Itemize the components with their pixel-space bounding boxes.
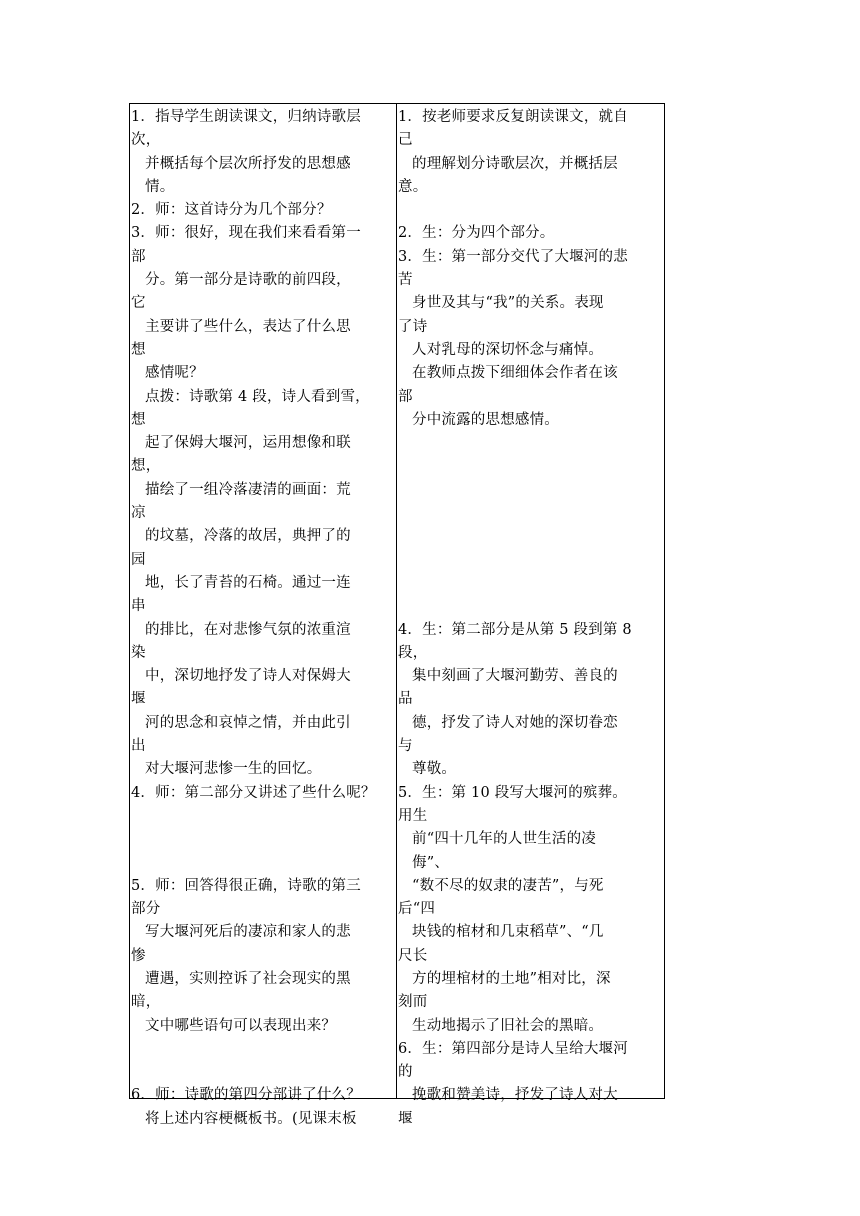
teacher-text-line [131,852,396,875]
teacher-text-line: 感情呢？ [145,365,204,382]
student-text-line: 的理解划分诗歌层次，并概括层 [412,155,618,172]
student-text-line: 段， [398,644,428,661]
student-text-line: 后“四 [398,901,436,918]
teacher-text-line: 6．师：诗歌的第四分部讲了什么？ [131,1087,361,1104]
student-text-line: 了诗 [398,318,428,335]
teacher-text-line: 想 [131,411,146,428]
student-text-line [398,502,664,525]
teacher-text-line: 染 [131,644,146,661]
student-text-line: 分中流露的思想感情。 [412,411,559,428]
teacher-text-line: 2．师：这首诗分为几个部分？ [131,202,332,219]
student-text-line [398,199,664,222]
student-text-line: 在教师点拨下细细体会作者在该 [412,365,618,382]
student-text-line [398,479,664,502]
student-text-line: 4．生：第二部分是从第 5 段到第 8 [398,621,632,638]
teacher-text-line: 凉 [131,505,146,522]
student-text-line: 身世及其与“我”的关系。表现 [412,295,604,312]
teacher-text-line: 惨 [131,947,146,964]
student-text-line: 部 [398,388,413,405]
teacher-text-line: 次， [131,132,161,149]
lesson-table [129,103,665,1127]
teacher-text-line: 它 [131,295,146,312]
student-text-line: 生动地揭示了旧社会的黑暗。 [412,1017,604,1034]
student-text-line: 5．生：第 10 段写大堰河的殡葬。 [398,784,627,801]
teacher-text-line: 的坟墓，冷落的故居，典押了的 [145,528,351,545]
teacher-text-line: 情。 [145,178,175,195]
student-lines [397,104,664,1131]
student-text-line: “数不尽的奴隶的凄苦”，与死 [412,877,604,894]
student-text-line: 德，抒发了诗人对她的深切眷恋 [412,714,618,731]
student-text-line: 苦 [398,272,413,289]
student-text-line: 3．生：第一部分交代了大堰河的悲 [398,248,628,265]
teacher-text-line: 想 [131,341,146,358]
student-text-line: 堰 [398,1110,413,1127]
teacher-text-line: 点拨：诗歌第 4 段，诗人看到雪， [145,388,370,405]
student-text-line [398,432,664,455]
teacher-activity-column [130,104,397,1127]
student-text-line: 前“四十几年的人世生活的凌 [412,831,597,848]
teacher-text-line: 暗， [131,994,161,1011]
teacher-text-line: 出 [131,738,146,755]
teacher-text-line [131,828,396,851]
student-activity-column [397,104,664,1127]
teacher-text-line: 并概括每个层次所抒发的思想感 [145,155,351,172]
teacher-text-line: 写大堰河死后的凄凉和家人的悲 [145,924,351,941]
teacher-text-line: 起了保姆大堰河，运用想像和联 [145,435,351,452]
teacher-text-line: 4．师：第二部分又讲述了些什么呢？ [131,784,376,801]
student-text-line: 侮”、 [412,854,450,871]
teacher-text-line: 5．师：回答得很正确，诗歌的第三 [131,877,361,894]
teacher-text-line: 部 [131,248,146,265]
student-text-line: 尊敬。 [412,761,457,778]
teacher-text-line: 文中哪些语句可以表现出来？ [145,1017,337,1034]
teacher-text-line: 中，深切地抒发了诗人对保姆大 [145,668,351,685]
teacher-text-line: 1．指导学生朗读课文，归纳诗歌层 [131,109,361,125]
teacher-text-line: 分。第一部分是诗歌的前四段， [145,272,351,289]
student-text-line: 块钱的棺材和几束稻草”、“几 [412,924,604,941]
teacher-text-line [131,1038,396,1061]
student-text-line: 刻而 [398,994,428,1011]
student-text-line: 人对乳母的深切怀念与痛悼。 [412,341,604,358]
student-text-line [398,455,664,478]
student-text-line [398,595,664,618]
teacher-lines [130,104,396,1131]
teacher-text-line: 想， [131,458,161,475]
student-text-line: 方的埋棺材的土地”相对比，深 [412,970,611,987]
teacher-text-line: 将上述内容梗概板书。(见课末板 [145,1110,357,1127]
teacher-text-line: 3．师：很好，现在我们来看看第一 [131,225,361,242]
student-text-line: 挽歌和赞美诗，抒发了诗人对大 [412,1087,618,1104]
student-text-line: 意。 [398,178,428,195]
teacher-text-line [131,1061,396,1084]
teacher-text-line: 堰 [131,691,146,708]
student-text-line [398,549,664,572]
teacher-text-line: 的排比，在对悲惨气氛的浓重渲 [145,621,351,638]
teacher-text-line: 园 [131,551,146,568]
teacher-text-line: 河的思念和哀悼之情，并由此引 [145,714,351,731]
teacher-text-line: 部分 [131,901,161,918]
student-text-line: 2．生：分为四个部分。 [398,225,555,242]
student-text-line: 尺长 [398,947,428,964]
teacher-text-line: 遭遇，实则控诉了社会现实的黑 [145,970,351,987]
teacher-text-line: 主要讲了些什么，表达了什么思 [145,318,351,335]
student-text-line: 品 [398,691,413,708]
teacher-text-line [131,805,396,828]
student-text-line: 的 [398,1064,413,1081]
student-text-line: 用生 [398,807,428,824]
student-text-line [398,525,664,548]
teacher-text-line: 描绘了一组冷落凄清的画面：荒 [145,481,351,498]
student-text-line [398,572,664,595]
student-text-line: 己 [398,132,413,149]
teacher-text-line: 对大堰河悲惨一生的回忆。 [145,761,322,778]
student-text-line: 与 [398,738,413,755]
student-text-line: 1．按老师要求反复朗读课文，就自 [398,109,628,125]
student-text-line: 6．生：第四部分是诗人呈给大堰河 [398,1040,628,1057]
teacher-text-line: 串 [131,598,146,615]
student-text-line: 集中刻画了大堰河勤劳、善良的 [412,668,618,685]
teacher-text-line: 地，长了青苔的石椅。通过一连 [145,574,351,591]
